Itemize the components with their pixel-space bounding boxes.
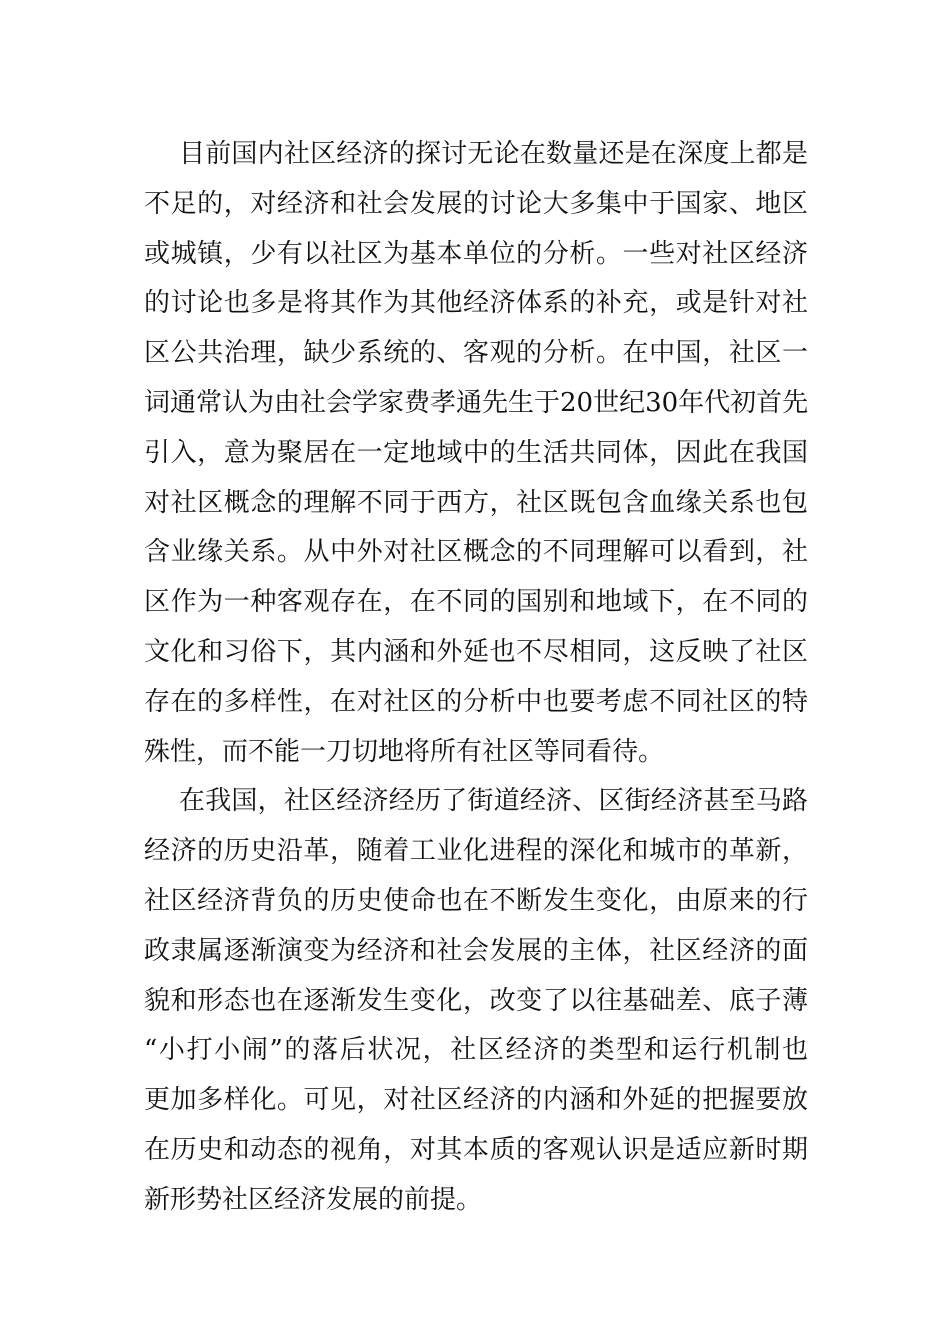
paragraph-line: 对社区概念的理解不同于西方，社区既包含血缘关系也包 — [144, 487, 808, 518]
paragraph-line: 目前国内社区经济的探讨无论在数量还是在深度上都是 — [179, 139, 808, 169]
paragraph-line: 在历史和动态的视角，对其本质的客观认识是适应新时期 — [144, 1134, 808, 1165]
paragraph-line: 殊性，而不能一刀切地将所有社区等同看待。 — [144, 736, 665, 767]
paragraph-line: 在我国，社区经济经历了街道经济、区街经济甚至马路 — [179, 786, 808, 817]
body-text — [144, 130, 808, 1226]
paragraph-line: 区公共治理，缺少系统的、客观的分析。在中国，社区一 — [144, 338, 808, 369]
paragraph-line: 政隶属逐渐演变为经济和社会发展的主体，社区经济的面 — [144, 935, 808, 966]
paragraph-line: 存在的多样性，在对社区的分析中也要考虑不同社区的特 — [144, 686, 808, 717]
paragraph-line: 词通常认为由社会学家费孝通先生于20世纪30年代初首先 — [144, 387, 809, 418]
paragraph-line: 区作为一种客观存在，在不同的国别和地域下，在不同的 — [144, 587, 808, 618]
paragraph-line: 不足的，对经济和社会发展的讨论大多集中于国家、地区 — [144, 188, 808, 219]
paragraph-line: 更加多样化。可见，对社区经济的内涵和外延的把握要放 — [144, 1085, 808, 1116]
paragraph-line: 经济的历史沿革，随着工业化进程的深化和城市的革新， — [144, 836, 808, 867]
paragraph-line: 含业缘关系。从中外对社区概念的不同理解可以看到，社 — [144, 537, 808, 568]
paragraph-line: 或城镇，少有以社区为基本单位的分析。一些对社区经济 — [144, 238, 808, 269]
paragraph-line: “小打小闹”的落后状况，社区经济的类型和运行机制也 — [144, 1035, 808, 1066]
paragraph-2 — [144, 777, 808, 1225]
paragraph-line: 文化和习俗下，其内涵和外延也不尽相同，这反映了社区 — [144, 636, 808, 667]
paragraph-line: 新形势社区经济发展的前提。 — [144, 1184, 483, 1215]
paragraph-line: 引入，意为聚居在一定地域中的生活共同体，因此在我国 — [144, 437, 808, 468]
paragraph-line: 貌和形态也在逐渐发生变化，改变了以往基础差、底子薄 — [144, 985, 808, 1016]
paragraph-line: 的讨论也多是将其作为其他经济体系的补充，或是针对社 — [144, 288, 808, 319]
paragraph-1 — [144, 130, 808, 777]
paragraph-line: 社区经济背负的历史使命也在不断发生变化，由原来的行 — [144, 885, 808, 916]
